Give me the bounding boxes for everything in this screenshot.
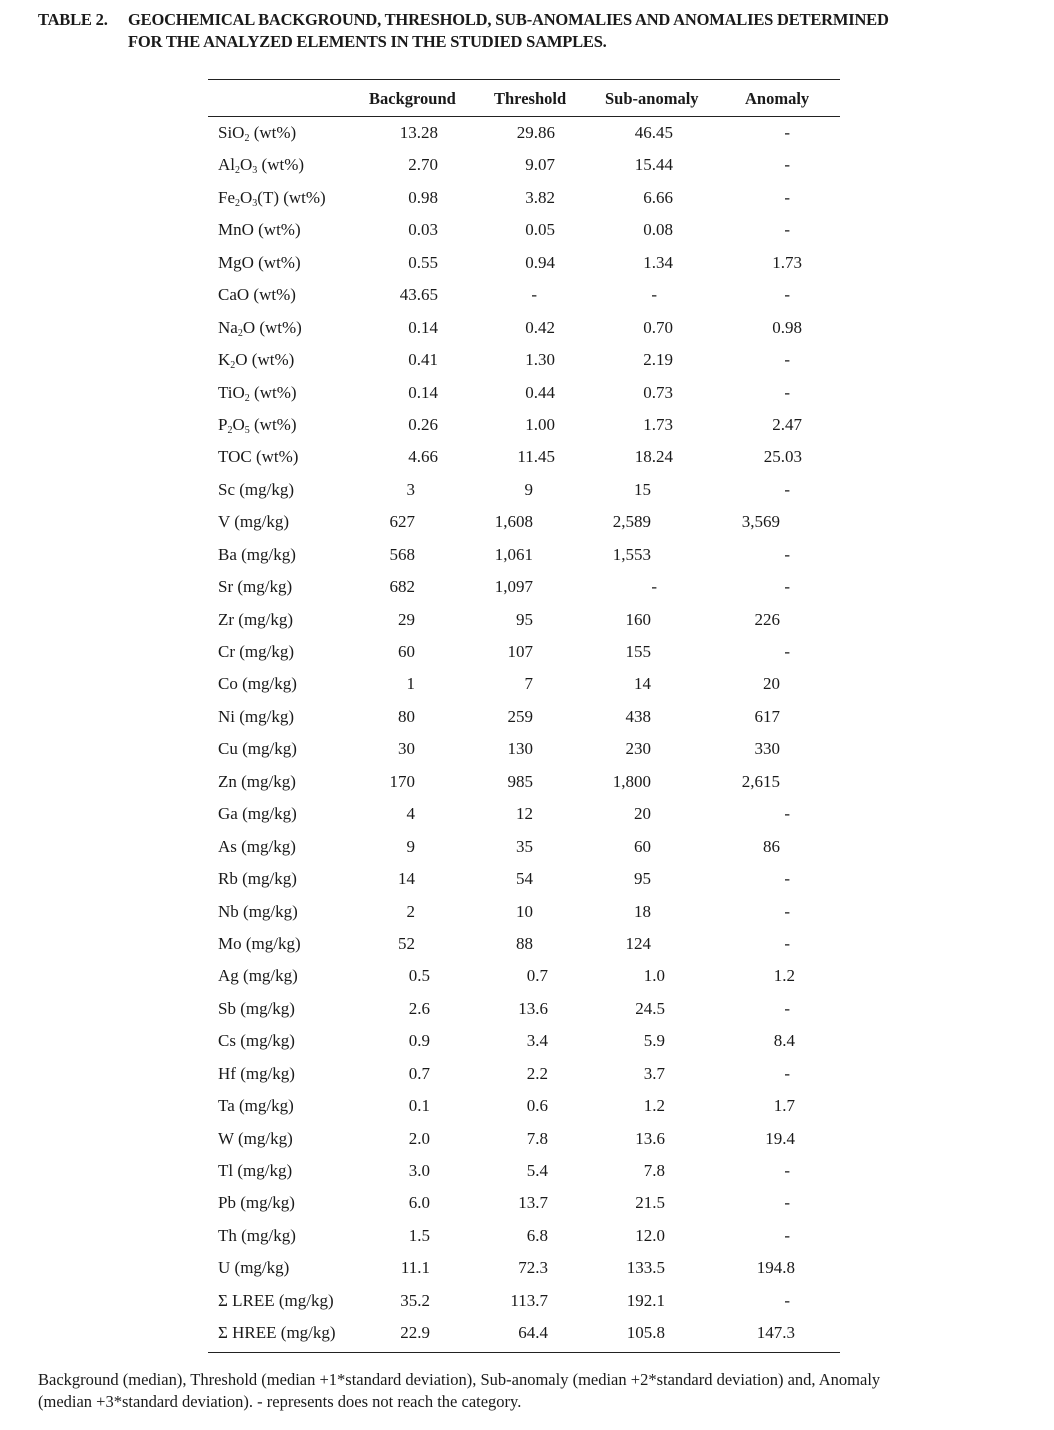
table-body <box>208 117 840 1352</box>
cell-background: 0.26 <box>408 414 438 434</box>
cell-threshold: 0.05 <box>525 220 555 240</box>
cell-background: 13.28 <box>399 123 438 142</box>
cell-sub-anomaly: - <box>651 285 657 305</box>
row-label: Zr (mg/kg) <box>218 609 294 629</box>
cell-threshold: - <box>531 285 537 305</box>
cell-sub-anomaly: 0.08 <box>643 220 673 240</box>
cell-anomaly: 2,615 <box>741 771 780 791</box>
cell-sub-anomaly: 24.5 <box>635 998 665 1018</box>
table-row <box>208 541 840 573</box>
cell-background: 0.41 <box>408 350 438 370</box>
cell-threshold: 29.86 <box>516 123 555 142</box>
table-row <box>208 1092 840 1124</box>
cell-sub-anomaly: 18 <box>634 901 651 921</box>
row-label: Pb (mg/kg) <box>218 1193 295 1213</box>
cell-background: 2.0 <box>408 1128 430 1148</box>
table-row <box>208 1222 840 1254</box>
cell-sub-anomaly: 155 <box>625 642 651 661</box>
cell-threshold: 3.4 <box>526 1031 548 1051</box>
cell-sub-anomaly: 1,800 <box>612 771 651 791</box>
table-row <box>208 573 840 605</box>
cell-anomaly: 226 <box>754 609 780 629</box>
table-row <box>208 151 840 183</box>
cell-anomaly: - <box>784 220 790 240</box>
table-row <box>208 995 840 1027</box>
cell-anomaly: 1.2 <box>773 966 795 986</box>
cell-anomaly: - <box>784 1161 790 1180</box>
cell-threshold: 95 <box>516 609 533 629</box>
cell-anomaly: - <box>784 1193 790 1213</box>
table-row <box>208 476 840 508</box>
cell-background: 14 <box>398 869 415 889</box>
cell-anomaly: - <box>784 350 790 370</box>
cell-anomaly: - <box>784 1063 790 1083</box>
row-label: Ag (mg/kg) <box>218 966 298 986</box>
table-row <box>208 119 840 151</box>
row-label: TOC (wt%) <box>218 447 299 467</box>
cell-anomaly: 2.47 <box>772 414 802 434</box>
table-row <box>208 898 840 930</box>
row-label: Cu (mg/kg) <box>218 739 297 759</box>
cell-anomaly: - <box>784 285 790 305</box>
cell-sub-anomaly: 1.0 <box>643 966 665 986</box>
cell-background: 4.66 <box>408 447 438 467</box>
row-label: Th (mg/kg) <box>218 1225 296 1245</box>
table-row <box>208 281 840 313</box>
cell-anomaly: - <box>784 998 790 1018</box>
row-label: W (mg/kg) <box>218 1128 293 1148</box>
row-label: Ga (mg/kg) <box>218 804 297 824</box>
cell-anomaly: - <box>784 577 790 597</box>
cell-background: 3.0 <box>408 1161 430 1180</box>
cell-sub-anomaly: 0.70 <box>643 317 673 337</box>
cell-sub-anomaly: 1.34 <box>643 252 673 272</box>
cell-background: 0.14 <box>408 317 438 337</box>
table-row <box>208 249 840 281</box>
table-row <box>208 1157 840 1189</box>
cell-background: 2.6 <box>408 998 430 1018</box>
cell-anomaly: 0.98 <box>772 317 802 337</box>
table-row <box>208 216 840 248</box>
cell-background: 60 <box>398 642 415 661</box>
cell-sub-anomaly: 0.73 <box>643 382 673 402</box>
row-label: Mo (mg/kg) <box>218 933 301 953</box>
cell-anomaly: 8.4 <box>773 1031 795 1051</box>
table-row <box>208 768 840 800</box>
cell-anomaly: 3,569 <box>741 512 780 532</box>
row-label: Nb (mg/kg) <box>218 901 298 921</box>
cell-anomaly: - <box>784 123 790 142</box>
data-table <box>208 79 840 1353</box>
cell-background: 0.1 <box>408 1096 430 1116</box>
cell-anomaly: - <box>784 544 790 564</box>
cell-background: 80 <box>398 706 415 726</box>
cell-background: 568 <box>389 544 415 564</box>
cell-sub-anomaly: 12.0 <box>635 1225 665 1245</box>
table-row <box>208 443 840 475</box>
cell-background: 682 <box>389 577 415 597</box>
row-label: V (mg/kg) <box>218 512 289 532</box>
cell-background: 30 <box>398 739 415 759</box>
cell-background: 0.03 <box>408 220 438 240</box>
table-row <box>208 1189 840 1221</box>
cell-sub-anomaly: 192.1 <box>626 1290 665 1310</box>
row-label: Rb (mg/kg) <box>218 869 297 889</box>
footnote-line-1: Background (median), Threshold (median +1*standard deviation), Sub-anomaly (median +2*standard deviation) and, Anomaly <box>38 1370 881 1389</box>
cell-sub-anomaly: 230 <box>625 739 651 759</box>
table-row <box>208 703 840 735</box>
cell-threshold: 1.30 <box>525 350 555 370</box>
cell-anomaly: 147.3 <box>756 1323 795 1343</box>
col-header-threshold: Threshold <box>494 89 567 108</box>
cell-threshold: 7 <box>524 674 533 694</box>
cell-threshold: 130 <box>507 739 533 759</box>
table-row <box>208 930 840 962</box>
cell-background: 0.98 <box>408 187 438 207</box>
table-row <box>208 800 840 832</box>
cell-anomaly: - <box>784 901 790 921</box>
row-label: Ni (mg/kg) <box>218 706 295 726</box>
cell-anomaly: 1.7 <box>773 1096 795 1116</box>
caption-line-2: FOR THE ANALYZED ELEMENTS IN THE STUDIED SAMPLES. <box>128 32 607 51</box>
cell-threshold: 13.6 <box>518 998 548 1018</box>
table-header <box>208 80 840 116</box>
cell-background: 43.65 <box>399 285 438 305</box>
table-row <box>208 1125 840 1157</box>
bottom-rule <box>208 1352 840 1353</box>
table-row <box>208 1287 840 1319</box>
row-label: Cs (mg/kg) <box>218 1031 295 1051</box>
cell-background: 2 <box>406 901 415 921</box>
cell-background: 1 <box>406 674 415 694</box>
cell-threshold: 6.8 <box>526 1225 548 1245</box>
cell-background: 3 <box>406 479 415 499</box>
cell-background: 29 <box>398 609 415 629</box>
cell-anomaly: 19.4 <box>765 1128 795 1148</box>
row-label: TiO$_2$ (wt%) <box>218 382 297 404</box>
cell-background: 170 <box>389 771 415 791</box>
cell-anomaly: - <box>784 187 790 207</box>
cell-sub-anomaly: 438 <box>625 706 651 726</box>
cell-threshold: 72.3 <box>518 1258 548 1278</box>
table-row <box>208 1027 840 1059</box>
col-header-sub-anomaly: Sub-anomaly <box>605 89 699 108</box>
cell-threshold: 985 <box>507 771 533 791</box>
row-label: MgO (wt%) <box>218 252 301 272</box>
cell-anomaly: 86 <box>763 836 780 856</box>
table-row <box>208 670 840 702</box>
cell-background: 52 <box>398 933 415 953</box>
cell-background: 0.55 <box>408 252 438 272</box>
row-label: Hf (mg/kg) <box>218 1063 295 1083</box>
row-label: Cr (mg/kg) <box>218 642 295 661</box>
cell-threshold: 13.7 <box>518 1193 548 1213</box>
row-label: U (mg/kg) <box>218 1258 290 1278</box>
cell-background: 0.14 <box>408 382 438 402</box>
cell-sub-anomaly: 2,589 <box>612 512 651 532</box>
cell-threshold: 0.44 <box>525 382 555 402</box>
cell-sub-anomaly: 2.19 <box>643 350 673 370</box>
cell-threshold: 3.82 <box>525 187 555 207</box>
table-row <box>208 314 840 346</box>
cell-threshold: 9.07 <box>525 155 555 175</box>
cell-threshold: 2.2 <box>526 1063 548 1083</box>
cell-sub-anomaly: 124 <box>625 933 651 953</box>
row-label: Σ HREE (mg/kg) <box>218 1323 336 1343</box>
cell-anomaly: - <box>784 869 790 889</box>
cell-anomaly: - <box>784 382 790 402</box>
col-header-background: Background <box>369 89 456 108</box>
row-label: CaO (wt%) <box>218 285 296 305</box>
table-number: TABLE 2. <box>38 10 108 29</box>
cell-anomaly: - <box>784 933 790 953</box>
cell-threshold: 1.00 <box>525 414 555 434</box>
cell-sub-anomaly: 5.9 <box>643 1031 665 1051</box>
row-label: As (mg/kg) <box>218 836 296 856</box>
cell-threshold: 0.7 <box>526 966 548 986</box>
row-label: $Na_2O$ (wt%) <box>218 317 302 339</box>
cell-sub-anomaly: - <box>651 577 657 597</box>
cell-anomaly: 25.03 <box>763 447 802 467</box>
row-label: Sr (mg/kg) <box>218 577 293 597</box>
table-row <box>208 184 840 216</box>
cell-sub-anomaly: 13.6 <box>635 1128 665 1148</box>
cell-background: 1.5 <box>408 1225 430 1245</box>
cell-sub-anomaly: 133.5 <box>626 1258 665 1278</box>
cell-anomaly: 1.73 <box>772 252 802 272</box>
table-row <box>208 1060 840 1092</box>
table-row <box>208 346 840 378</box>
row-label: SiO$_2$ (wt%) <box>218 123 297 144</box>
cell-sub-anomaly: 15.44 <box>634 155 673 175</box>
cell-threshold: 1,097 <box>494 577 533 597</box>
caption-line-1: GEOCHEMICAL BACKGROUND, THRESHOLD, SUB-ANOMALIES AND ANOMALIES DETERMINED <box>128 10 889 29</box>
table-row <box>208 638 840 670</box>
table-row <box>208 379 840 411</box>
cell-threshold: 107 <box>507 642 533 661</box>
cell-anomaly: 194.8 <box>756 1258 795 1278</box>
cell-sub-anomaly: 1.73 <box>643 414 673 434</box>
cell-sub-anomaly: 105.8 <box>626 1323 665 1343</box>
table-row <box>208 735 840 767</box>
table-row <box>208 1254 840 1286</box>
cell-background: 6.0 <box>408 1193 430 1213</box>
cell-threshold: 10 <box>516 901 533 921</box>
cell-threshold: 9 <box>524 479 533 499</box>
cell-threshold: 88 <box>516 933 533 953</box>
cell-anomaly: 617 <box>754 706 780 726</box>
row-label: $K_2O$ (wt%) <box>218 350 295 372</box>
table-row <box>208 1319 840 1351</box>
cell-threshold: 1,608 <box>494 512 533 532</box>
table-row <box>208 962 840 994</box>
row-label: $Al_2O_3$ (wt%) <box>218 155 305 177</box>
cell-sub-anomaly: 95 <box>634 869 651 889</box>
table-row <box>208 865 840 897</box>
cell-anomaly: - <box>784 479 790 499</box>
cell-sub-anomaly: 60 <box>634 836 651 856</box>
cell-threshold: 1,061 <box>494 544 533 564</box>
cell-threshold: 54 <box>516 869 533 889</box>
row-label: Zn (mg/kg) <box>218 771 296 791</box>
cell-background: 9 <box>406 836 415 856</box>
row-label: Co (mg/kg) <box>218 674 297 694</box>
table-caption <box>38 9 1038 53</box>
table-row <box>208 508 840 540</box>
cell-background: 0.7 <box>408 1063 430 1083</box>
cell-threshold: 113.7 <box>510 1290 548 1310</box>
cell-threshold: 0.42 <box>525 317 555 337</box>
cell-background: 0.5 <box>408 966 430 986</box>
row-label: Sc (mg/kg) <box>218 479 295 499</box>
cell-threshold: 5.4 <box>526 1161 548 1180</box>
table-footnote <box>38 1369 1028 1413</box>
cell-background: 11.1 <box>400 1258 430 1278</box>
cell-background: 22.9 <box>400 1323 430 1343</box>
row-label: Ba (mg/kg) <box>218 544 296 564</box>
cell-anomaly: 330 <box>754 739 780 759</box>
cell-sub-anomaly: 6.66 <box>643 187 673 207</box>
cell-threshold: 12 <box>516 804 533 824</box>
cell-threshold: 259 <box>507 706 533 726</box>
cell-sub-anomaly: 20 <box>634 804 651 824</box>
cell-anomaly: - <box>784 155 790 175</box>
cell-anomaly: 20 <box>763 674 780 694</box>
cell-threshold: 7.8 <box>526 1128 548 1148</box>
cell-sub-anomaly: 1.2 <box>643 1096 665 1116</box>
cell-sub-anomaly: 3.7 <box>643 1063 665 1083</box>
row-label: $P_2O_5$ (wt%) <box>218 414 297 436</box>
row-label: $Fe_2O_3(T)$ (wt%) <box>218 187 326 209</box>
cell-sub-anomaly: 14 <box>634 674 651 694</box>
cell-sub-anomaly: 15 <box>634 479 651 499</box>
cell-sub-anomaly: 160 <box>625 609 651 629</box>
cell-anomaly: - <box>784 642 790 661</box>
cell-threshold: 0.94 <box>525 252 555 272</box>
table-row <box>208 411 840 443</box>
table-row <box>208 833 840 865</box>
cell-background: 627 <box>389 512 415 532</box>
cell-sub-anomaly: 46.45 <box>634 123 673 142</box>
row-label: MnO (wt%) <box>218 220 301 240</box>
row-label: Σ LREE (mg/kg) <box>218 1290 334 1310</box>
cell-background: 0.9 <box>408 1031 430 1051</box>
cell-threshold: 35 <box>516 836 533 856</box>
row-label: Ta (mg/kg) <box>218 1096 294 1116</box>
cell-background: 2.70 <box>408 155 438 175</box>
cell-sub-anomaly: 7.8 <box>643 1161 665 1180</box>
cell-anomaly: - <box>784 1225 790 1245</box>
col-header-anomaly: Anomaly <box>745 89 810 108</box>
cell-anomaly: - <box>784 1290 790 1310</box>
row-label: Tl (mg/kg) <box>218 1161 293 1180</box>
footnote-line-2: (median +3*standard deviation). - represents does not reach the category. <box>38 1392 522 1411</box>
row-label: Sb (mg/kg) <box>218 998 295 1018</box>
cell-sub-anomaly: 21.5 <box>635 1193 665 1213</box>
cell-background: 4 <box>406 804 415 824</box>
cell-threshold: 64.4 <box>518 1323 548 1343</box>
cell-background: 35.2 <box>400 1290 430 1310</box>
cell-threshold: 11.45 <box>517 447 555 467</box>
cell-anomaly: - <box>784 804 790 824</box>
cell-sub-anomaly: 1,553 <box>612 544 651 564</box>
cell-sub-anomaly: 18.24 <box>634 447 673 467</box>
table-row <box>208 606 840 638</box>
cell-threshold: 0.6 <box>526 1096 548 1116</box>
